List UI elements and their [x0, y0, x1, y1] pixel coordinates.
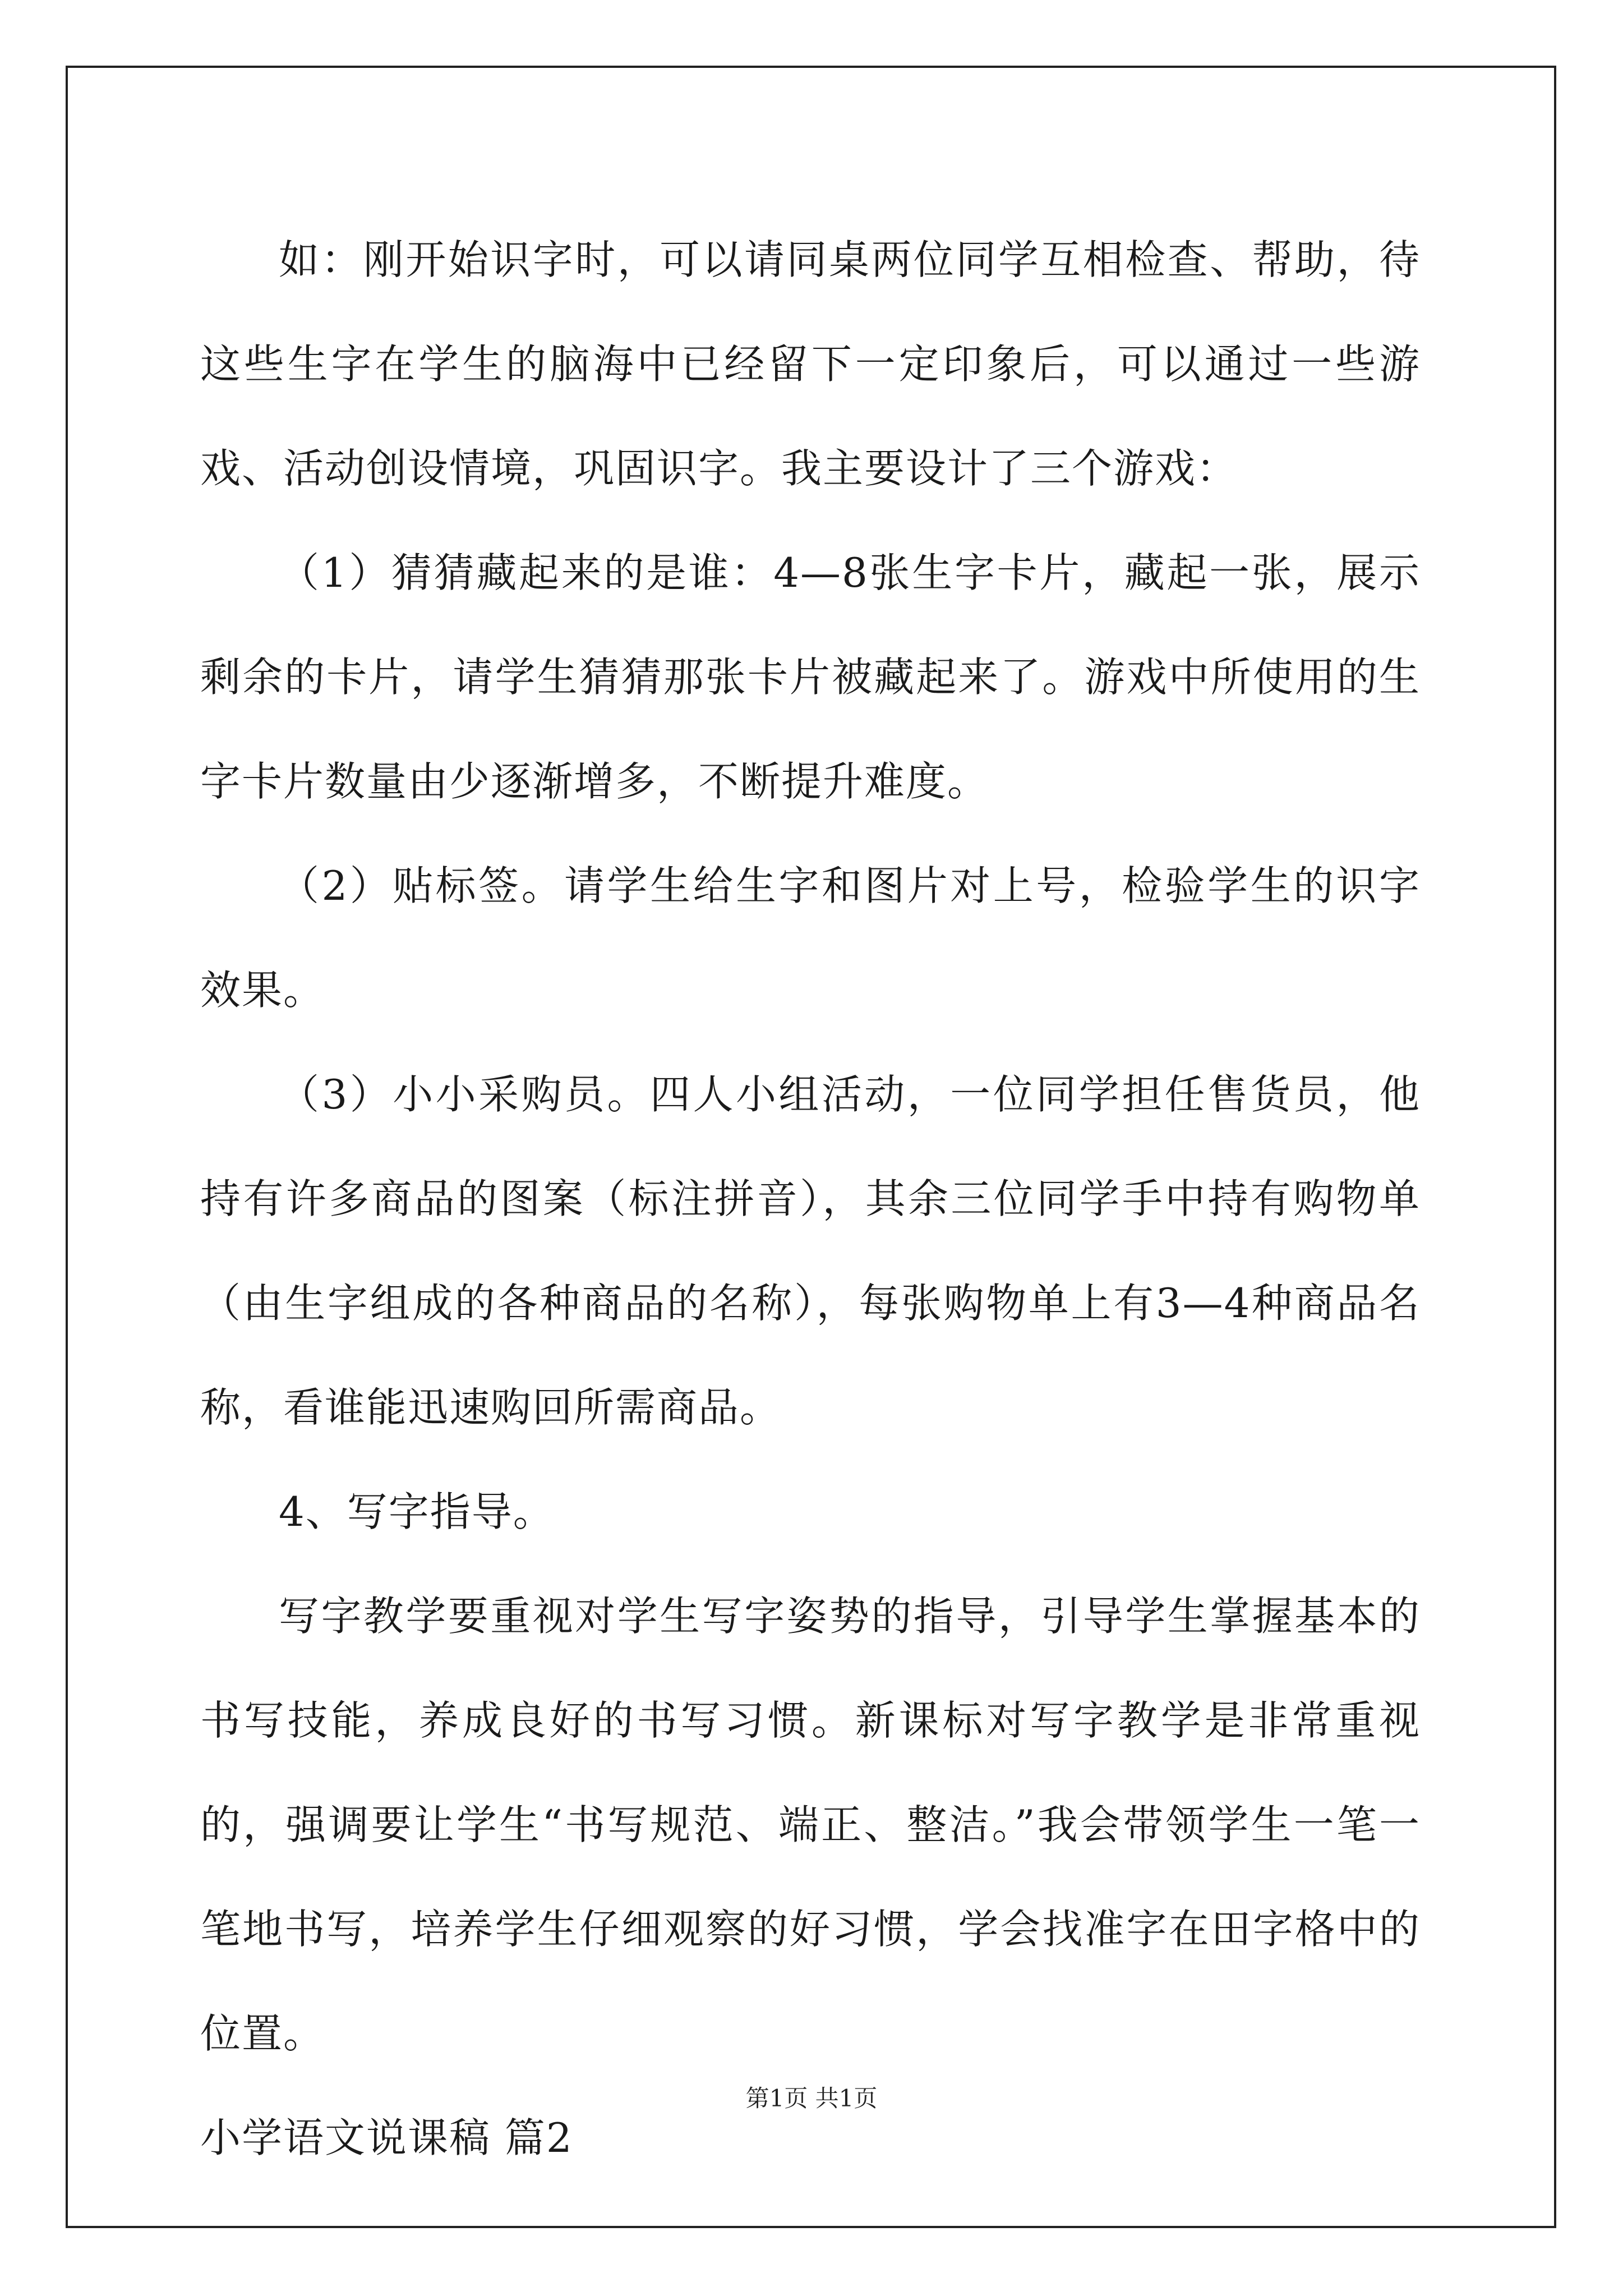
paragraph-4: （3）小小采购员。四人小组活动，一位同学担任售货员，他持有许多商品的图案（标注拼音），其余三位同学手中持有购物单（由生字组成的各种商品的名称），每张购物单上有3—4种商品名称，看谁能迅速购回所需商品。: [200, 1071, 1421, 1431]
document-body: [200, 208, 1421, 2190]
page-footer: 第1页 共1页: [745, 2085, 878, 2112]
paragraph-6: 写字教学要重视对学生写字姿势的指导，引导学生掌握基本的书写技能，养成良好的书写习惯。新课标对写字教学是非常重视的，强调要让学生“书写规范、端正、整洁。”我会带领学生一笔一笔地书写，培养学生仔细观察的好习惯，学会找准字在田字格中的位置。: [200, 1593, 1421, 2057]
section-heading: 小学语文说课稿 篇2: [200, 2114, 573, 2161]
paragraph-1: 如：刚开始识字时，可以请同桌两位同学互相检查、帮助，待这些生字在学生的脑海中已经留下一定印象后，可以通过一些游戏、活动创设情境，巩固识字。我主要设计了三个游戏：: [200, 236, 1421, 492]
paragraph-2: （1）猜猜藏起来的是谁：4—8张生字卡片，藏起一张，展示剩余的卡片，请学生猜猜那张卡片被藏起来了。游戏中所使用的生字卡片数量由少逐渐增多，不断提升难度。: [200, 549, 1421, 805]
paragraph-5: 4、写字指导。: [279, 1488, 555, 1535]
paragraph-3: （2）贴标签。请学生给生字和图片对上号，检验学生的识字效果。: [200, 862, 1421, 1014]
